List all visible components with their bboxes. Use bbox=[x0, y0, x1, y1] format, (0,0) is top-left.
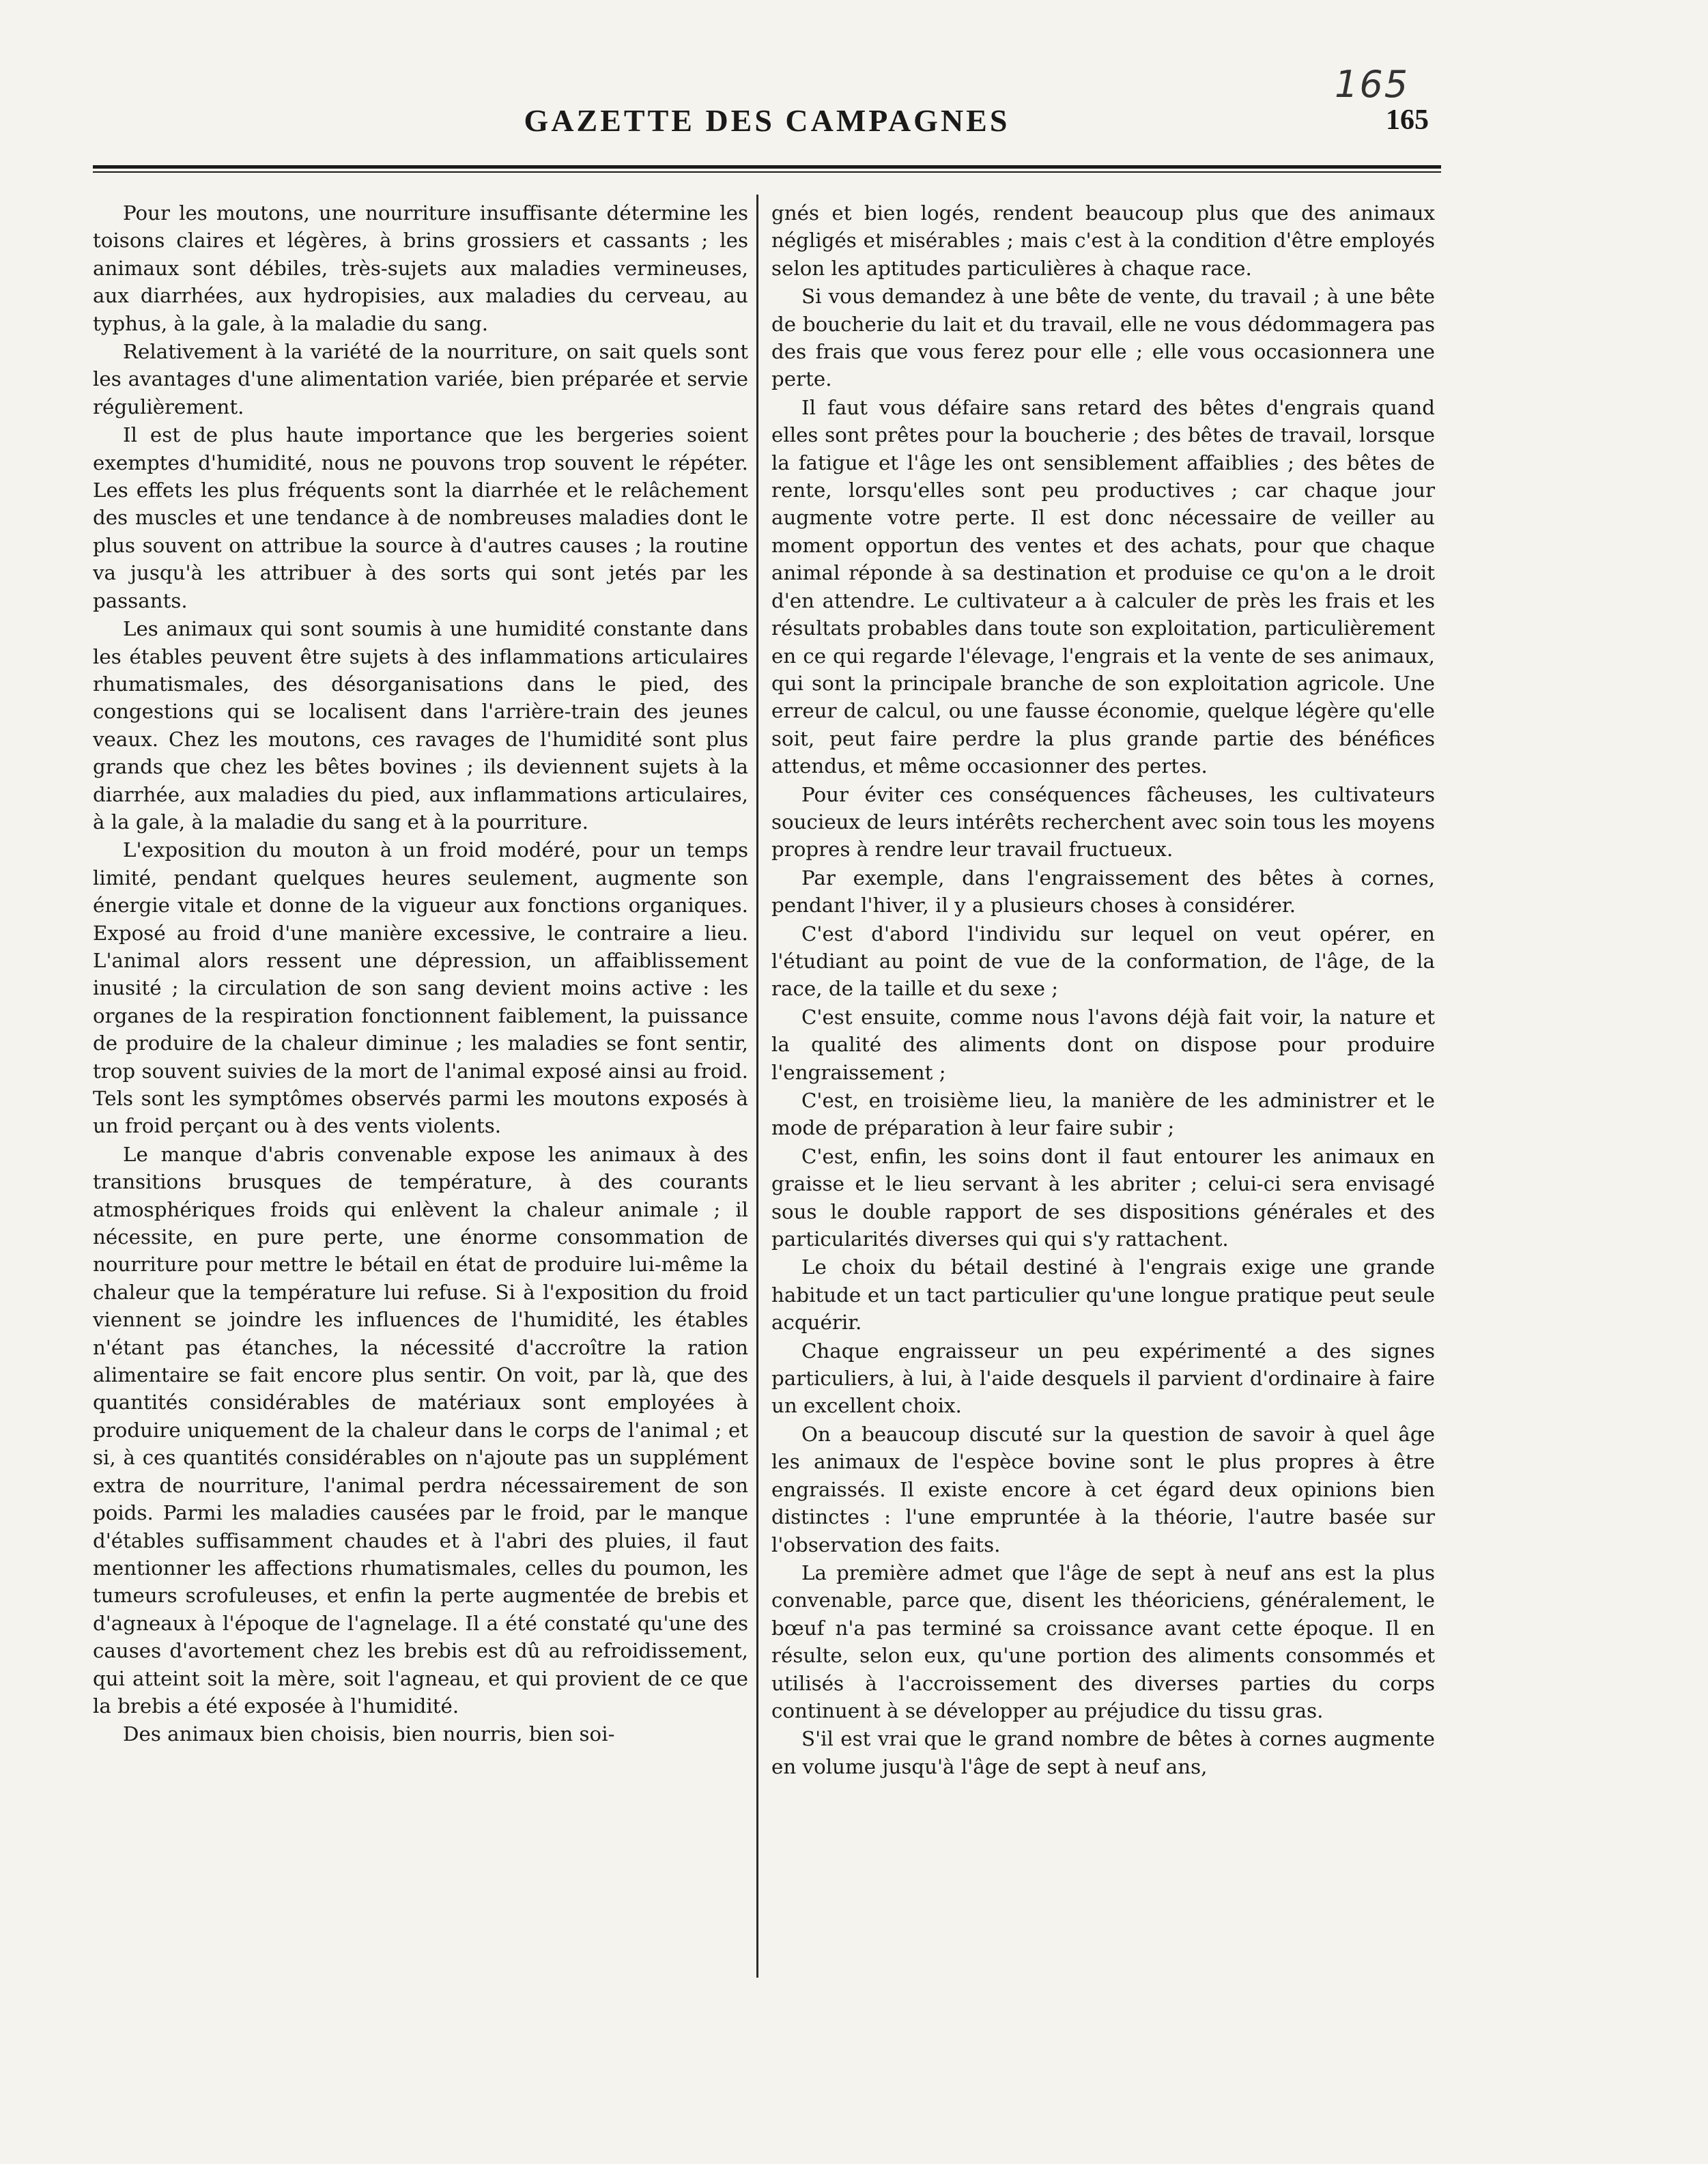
paragraph: Relativement à la variété de la nourriture, on sait quels sont les avantages d'une alimentation variée, bien préparée et servie régulièrement. bbox=[93, 340, 748, 418]
masthead bbox=[93, 102, 1441, 150]
paragraph: Le choix du bétail destiné à l'engrais exige une grande habitude et un tact particulier qu'une longue pratique peut seule acquérir. bbox=[771, 1255, 1435, 1335]
paragraph: Les animaux qui sont soumis à une humidité constante dans les étables peuvent être sujets à des inflammations articulaires rhumatismales, des désorganisations dans le pied, des congestions qui se localisent dans l'arrière-train des jeunes veaux. Chez les moutons, ces ravages de l'humidité sont plus grands que chez les bêtes bovines ; ils deviennent sujets à la diarrhée, aux maladies du pied, aux inflammations articulaires, à la gale, à la maladie du sang et à la pourriture. bbox=[93, 617, 748, 834]
paragraph: Chaque engraisseur un peu expérimenté a des signes particuliers, à lui, à l'aide desquels il parvient d'ordinaire à faire un excellent choix. bbox=[771, 1339, 1435, 1418]
paragraph: Le manque d'abris convenable expose les animaux à des transitions brusques de température, à des courants atmosphériques froids qui enlèvent la chaleur animale ; il nécessite, en pure perte, une énorme consommation de nourriture pour mettre le bétail en état de produire lui-même la chaleur que la température lui refuse. Si à l'exposition du froid viennent se joindre les influences de l'humidité, les étables n'étant pas étanches, la nécessité d'accroître la ration alimentaire se fait encore plus sentir. On voit, par là, que des quantités considérables de matériaux sont employées à produire uniquement de la chaleur dans le corps de l'animal ; et si, à ces quantités considérables on n'ajoute pas un supplément extra de nourriture, l'animal perdra nécessairement de son poids. Parmi les maladies causées par le froid, par le manque d'étables suffisamment chaudes et à l'abri des pluies, il faut mentionner les affections rhumatismales, celles du poumon, les tumeurs scrofuleuses, et enfin la perte augmentée de brebis et d'agneaux à l'époque de l'agnelage. Il a été constaté qu'une des causes d'avortement chez les brebis est dû au refroidissement, qui atteint soit la mère, soit l'agneau, et qui provient de ce que la brebis a été exposée à l'humidité. bbox=[93, 1142, 748, 1718]
header-rule-thin bbox=[93, 171, 1441, 173]
column-divider bbox=[756, 195, 758, 1978]
paragraph: Pour éviter ces conséquences fâcheuses, les cultivateurs soucieux de leurs intérêts recherchent avec soin tous les moyens propres à rendre leur travail fructueux. bbox=[771, 782, 1435, 862]
paragraph-continuation: gnés et bien logés, rendent beaucoup plus que des animaux négligés et misérables ; mais c'est à la condition d'être employés selon les aptitudes particulières à chaque race. bbox=[771, 201, 1435, 280]
paragraph: Si vous demandez à une bête de vente, du travail ; à une bête de boucherie du lait et du travail, elle ne vous dédommagera pas des frais que vous ferez pour elle ; elle vous occasionnera une perte. bbox=[771, 285, 1435, 391]
paragraph: La première admet que l'âge de sept à neuf ans est la plus convenable, parce que, disent les théoriciens, généralement, le bœuf n'a pas terminé sa croissance avant cette époque. Il en résulte, selon eux, qu'une portion des aliments consommés et utilisés à l'accroissement des diverses parties du corps continuent à se développer au préjudice du tissu gras. bbox=[771, 1561, 1435, 1722]
paragraph: S'il est vrai que le grand nombre de bêtes à cornes augmente en volume jusqu'à l'âge de sept à neuf ans, bbox=[771, 1727, 1435, 1778]
paragraph: Il est de plus haute importance que les bergeries soient exemptes d'humidité, nous ne pouvons trop souvent le répéter. Les effets les plus fréquents sont la diarrhée et le relâchement des muscles et une tendance à de nombreuses maladies dont le plus souvent on attribue la source à d'autres causes ; la routine va jusqu'à les attribuer à des sorts qui sont jetés par les passants. bbox=[93, 423, 748, 612]
publication-title: GAZETTE DES CAMPAGNES bbox=[524, 103, 1010, 138]
paragraph: C'est ensuite, comme nous l'avons déjà fait voir, la nature et la qualité des aliments dont on dispose pour produire l'engraissement ; bbox=[771, 1005, 1435, 1084]
paragraph: C'est, en troisième lieu, la manière de les administrer et le mode de préparation à leur faire subir ; bbox=[771, 1089, 1435, 1140]
handwritten-page-number: 165 bbox=[1335, 63, 1410, 106]
paragraph: Il faut vous défaire sans retard des bêtes d'engrais quand elles sont prêtes pour la boucherie ; des bêtes de travail, lorsque la fatigue et l'âge les ont sensiblement affaiblies ; des bêtes de rente, lorsqu'elles sont peu productives ; car chaque jour augmente votre perte. Il est donc nécessaire de veiller au moment opportun des ventes et des achats, pour que chaque animal réponde à sa destination et produise ce qu'on a le droit d'en attendre. Le cultivateur a à calculer de près les frais et les résultats probables dans toute son exploitation, particulièrement en ce qui regarde l'élevage, l'engrais et la vente de ses animaux, qui sont la principale branche de son exploitation agricole. Une erreur de calcul, ou une fausse économie, quelque légère qu'elle soit, peut faire perdre la plus grande partie des bénéfices attendus, et même occasionner des pertes. bbox=[771, 395, 1435, 778]
paragraph: L'exposition du mouton à un froid modéré, pour un temps limité, pendant quelques heures seulement, augmente son énergie vitale et donne de la vigueur aux fonctions organiques. Exposé au froid d'une manière excessive, le contraire a lieu. L'animal alors ressent une dépression, un affaiblissement inusité ; la circulation de son sang devient moins active : les organes de la respiration fonctionnent faiblement, la puissance de produire de la chaleur diminue ; les maladies se font sentir, trop souvent suivies de la mort de l'animal exposé ainsi au froid. Tels sont les symptômes observés parmi les moutons exposés à un froid perçant ou à des vents violents. bbox=[93, 838, 748, 1138]
left-column bbox=[93, 199, 748, 1974]
page-number: 165 bbox=[1386, 104, 1429, 136]
right-column bbox=[771, 199, 1435, 1974]
header-rule-thick bbox=[93, 165, 1441, 169]
paragraph: C'est d'abord l'individu sur lequel on veut opérer, en l'étudiant au point de vue de la conformation, de l'âge, de la race, de la taille et du sexe ; bbox=[771, 922, 1435, 1001]
paragraph: Par exemple, dans l'engraissement des bêtes à cornes, pendant l'hiver, il y a plusieurs choses à considérer. bbox=[771, 866, 1435, 917]
paragraph: C'est, enfin, les soins dont il faut entourer les animaux en graisse et le lieu servant à les abriter ; celui-ci sera envisagé sous le double rapport de ses dispositions générales et des particularités diverses qui qui s'y rattachent. bbox=[771, 1144, 1435, 1251]
paragraph: On a beaucoup discuté sur la question de savoir à quel âge les animaux de l'espèce bovine sont le plus propres à être engraissés. Il existe encore à cet égard deux opinions bien distinctes : l'une empruntée à la théorie, l'autre basée sur l'observation des faits. bbox=[771, 1422, 1435, 1556]
paragraph: Pour les moutons, une nourriture insuffisante détermine les toisons claires et légères, à brins grossiers et cassants ; les animaux sont débiles, très-sujets aux maladies vermineuses, aux diarrhées, aux hydropisies, aux maladies du cerveau, au typhus, à la gale, à la maladie du sang. bbox=[93, 201, 748, 335]
paragraph: Des animaux bien choisis, bien nourris, bien soi- bbox=[123, 1722, 615, 1746]
